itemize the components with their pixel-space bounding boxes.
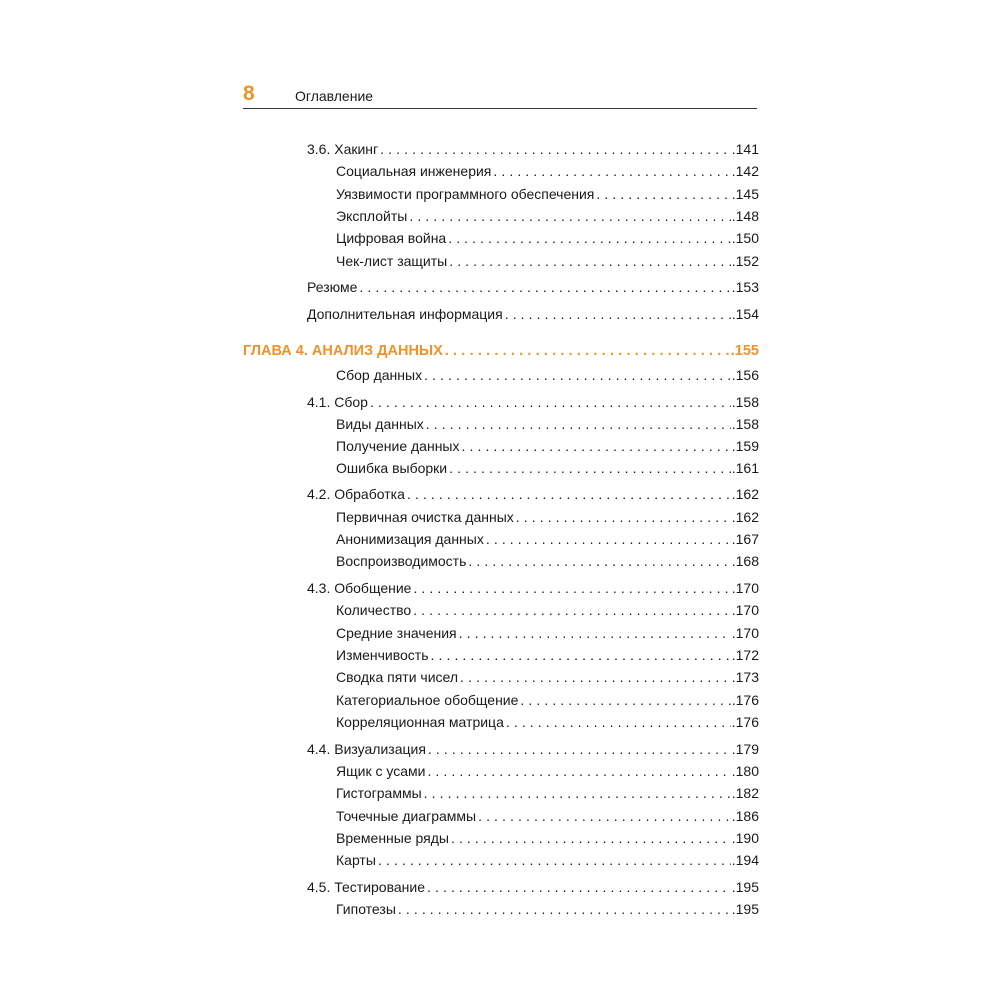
toc-entry-title: Корреляционная матрица: [336, 714, 504, 730]
toc-entry-row: [336, 413, 759, 435]
toc-entry-row: [336, 364, 759, 386]
toc-entry-title: Анонимизация данных: [336, 531, 484, 547]
dot-leader: [486, 528, 731, 550]
toc-page-number: .150: [731, 230, 759, 246]
dot-leader: [409, 205, 730, 227]
toc-entry-row: [336, 760, 759, 782]
dot-leader: [426, 413, 731, 435]
dot-leader: [424, 364, 731, 386]
toc-entry-title: Эксплойты: [336, 208, 408, 224]
toc-section-row: [307, 483, 759, 505]
toc-entry-title: Средние значения: [336, 625, 457, 641]
toc-entry-title: Временные ряды: [336, 830, 449, 846]
toc-entry-row: [336, 782, 759, 804]
dot-leader: [427, 876, 731, 898]
toc-page-number: .170: [731, 625, 759, 641]
toc-entry-row: [336, 805, 759, 827]
toc-entry-title: ГЛАВА 4. АНАЛИЗ ДАННЫХ: [243, 343, 443, 359]
toc-entry-row: [336, 183, 759, 205]
toc-page-number: .186: [731, 808, 759, 824]
toc-page-number: .170: [731, 580, 759, 596]
dot-leader: [445, 340, 730, 362]
toc-section-row: [307, 391, 759, 413]
dot-leader: [506, 711, 731, 733]
dot-leader: [431, 644, 731, 666]
toc-entry-row: [336, 528, 759, 550]
toc-section-row: [307, 303, 759, 325]
toc-entry-row: [336, 457, 759, 479]
toc-page-number: .194: [731, 852, 759, 868]
toc-entry-row: [336, 435, 759, 457]
toc-page-number: .176: [731, 714, 759, 730]
toc-entry-title: Изменчивость: [336, 647, 429, 663]
dot-leader: [370, 391, 731, 413]
toc-chapter-row: [243, 340, 759, 362]
toc-entry-row: [336, 160, 759, 182]
toc-entry-row: [336, 827, 759, 849]
dot-leader: [407, 483, 731, 505]
toc-page-number: .172: [731, 647, 759, 663]
toc-section-row: [307, 577, 759, 599]
toc-entry-row: [336, 711, 759, 733]
dot-leader: [428, 738, 731, 760]
toc-entry-title: Ящик с усами: [336, 763, 426, 779]
dot-leader: [427, 760, 730, 782]
dot-leader: [596, 183, 730, 205]
toc-entry-title: Точечные диаграммы: [336, 808, 477, 824]
page-number: 8: [243, 82, 255, 105]
dot-leader: [378, 849, 731, 871]
toc-entry-title: Воспроизводимость: [336, 553, 467, 569]
toc-page-number: .195: [731, 901, 759, 917]
toc-page-number: .162: [731, 509, 759, 525]
toc-section-row: [307, 738, 759, 760]
toc-entry-title: 4.3. Обобщение: [307, 580, 412, 596]
toc-entry-title: Гистограммы: [336, 785, 422, 801]
toc-entry-title: Социальная инженерия: [336, 163, 492, 179]
toc-page-number: .170: [731, 602, 759, 618]
toc-entry-title: Чек-лист защиты: [336, 253, 448, 269]
toc-page-number: .158: [731, 394, 759, 410]
toc-entry-row: [336, 599, 759, 621]
toc-entry-title: Виды данных: [336, 416, 424, 432]
toc-entry-title: Ошибка выборки: [336, 460, 448, 476]
dot-leader: [380, 138, 731, 160]
dot-leader: [460, 666, 731, 688]
toc-entry-title: 4.2. Обработка: [307, 486, 405, 502]
dot-leader: [451, 827, 731, 849]
dot-leader: [478, 805, 731, 827]
toc-page-number: .161: [731, 460, 759, 476]
toc-page-number: .148: [731, 208, 759, 224]
toc-entry-row: [336, 250, 759, 272]
toc-page-number: .142: [731, 163, 759, 179]
toc-page-number: .154: [731, 306, 759, 322]
dot-leader: [520, 689, 730, 711]
dot-leader: [413, 599, 731, 621]
dot-leader: [449, 457, 731, 479]
toc-entry-row: [336, 550, 759, 572]
toc-entry-title: Первичная очистка данных: [336, 509, 514, 525]
toc-page-number: .182: [731, 785, 759, 801]
toc-page-number: .141: [731, 141, 759, 157]
dot-leader: [448, 227, 731, 249]
toc-page-number: .156: [731, 367, 759, 383]
toc-page-number: .168: [731, 553, 759, 569]
dot-leader: [459, 622, 731, 644]
toc-page-number: .153: [731, 279, 759, 295]
toc-page-number: .179: [731, 741, 759, 757]
toc-entry-title: Получение данных: [336, 438, 460, 454]
toc-page-number: .158: [731, 416, 759, 432]
dot-leader: [493, 160, 730, 182]
dot-leader: [359, 276, 730, 298]
toc-entry-title: Резюме: [307, 279, 358, 295]
toc-page-number: .167: [731, 531, 759, 547]
toc-entry-title: 4.1. Сбор: [307, 394, 368, 410]
toc-entry-row: [336, 644, 759, 666]
dot-leader: [516, 506, 731, 528]
toc-entry-title: Сбор данных: [336, 367, 423, 383]
toc-page-number: .180: [731, 763, 759, 779]
toc-entry-title: 4.4. Визуализация: [307, 741, 426, 757]
toc-page-number: .195: [731, 879, 759, 895]
dot-leader: [505, 303, 731, 325]
toc-entry-row: [336, 622, 759, 644]
toc-entry-row: [336, 227, 759, 249]
toc-entry-title: Категориальное обобщение: [336, 692, 519, 708]
toc-entry-title: Сводка пяти чисел: [336, 669, 459, 685]
toc-entry-title: Карты: [336, 852, 376, 868]
dot-leader: [449, 250, 731, 272]
toc-entry-row: [336, 689, 759, 711]
toc-entry-title: Дополнительная информация: [307, 306, 503, 322]
dot-leader: [462, 435, 731, 457]
toc-page-number: .173: [731, 669, 759, 685]
toc-page-number: .152: [731, 253, 759, 269]
toc-entry-row: [336, 506, 759, 528]
toc-entry-row: [336, 666, 759, 688]
toc-section-row: [307, 876, 759, 898]
toc-entry-title: Уязвимости программного обеспечения: [336, 186, 595, 202]
toc-entry-title: Гипотезы: [336, 901, 396, 917]
dot-leader: [398, 898, 731, 920]
toc-entry-title: Цифровая война: [336, 230, 447, 246]
running-title: Оглавление: [295, 88, 374, 104]
toc-entry-title: 3.6. Хакинг: [307, 141, 379, 157]
toc-entry-row: [336, 849, 759, 871]
toc-entry-title: Количество: [336, 602, 412, 618]
toc-page-number: .176: [731, 692, 759, 708]
toc-entry-title: 4.5. Тестирование: [307, 879, 426, 895]
toc-section-row: [307, 138, 759, 160]
toc-page-number: .159: [731, 438, 759, 454]
toc-page-number: .162: [731, 486, 759, 502]
toc-entry-row: [336, 205, 759, 227]
dot-leader: [468, 550, 730, 572]
toc-page-number: .145: [731, 186, 759, 202]
toc-section-row: [307, 276, 759, 298]
toc-entry-row: [336, 898, 759, 920]
toc-page-number: .155: [730, 343, 759, 359]
dot-leader: [424, 782, 731, 804]
dot-leader: [413, 577, 730, 599]
toc-page-number: .190: [731, 830, 759, 846]
